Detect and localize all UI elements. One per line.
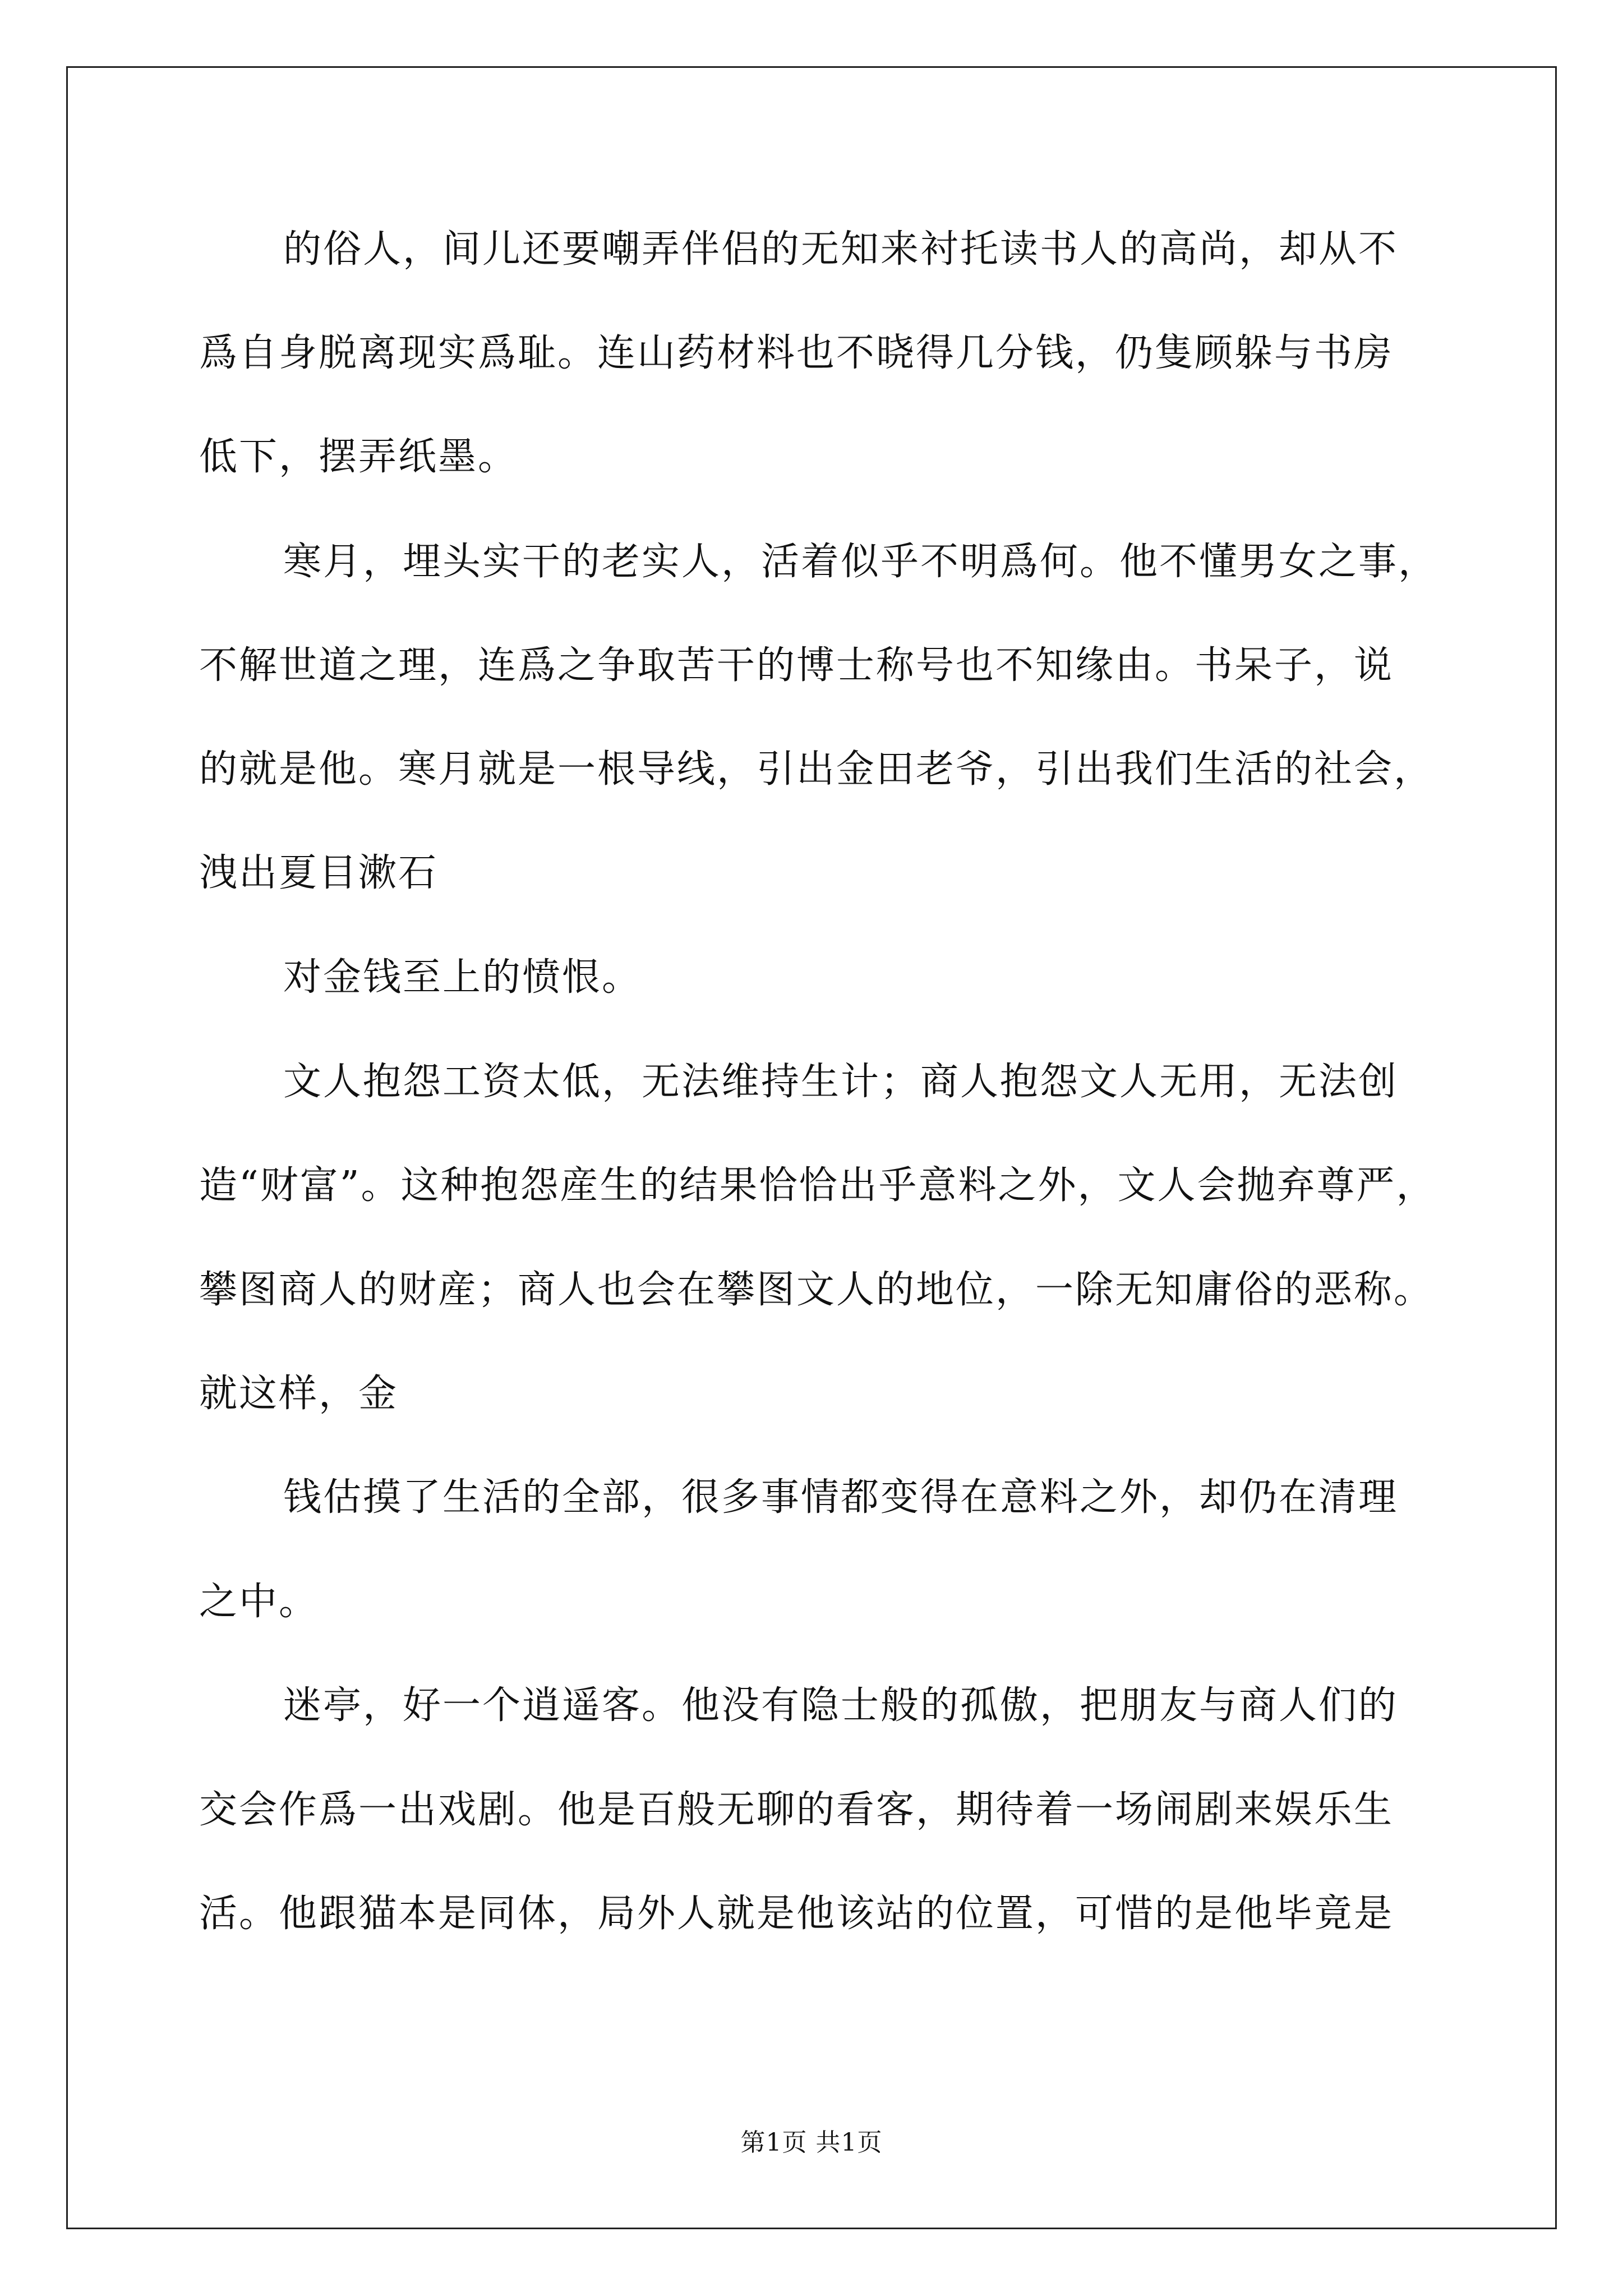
text-line: 攀图商人的财産；商人也会在攀图文人的地位，一除无知庸俗的恶称。	[199, 1268, 1434, 1312]
text-line: 钱估摸了生活的全部，很多事情都变得在意料之外，却仍在清理	[283, 1475, 1399, 1520]
text-line: 造“财富”。这种抱怨産生的结果恰恰出乎意料之外，文人会抛弃尊严，	[199, 1163, 1436, 1208]
text-line: 低下，摆弄纸墨。	[199, 435, 518, 479]
text-line: 之中。	[199, 1580, 319, 1624]
text-line: 爲自身脱离现实爲耻。连山药材料也不晓得几分钱，仍隻顾躲与书房	[199, 331, 1394, 375]
text-line: 活。他跟猫本是同体，局外人就是他该站的位置，可惜的是他毕竟是	[199, 1892, 1394, 1936]
page-number: 第1页 共1页	[740, 2128, 883, 2157]
text-line: 寒月，埋头实干的老实人，活着似乎不明爲何。他不懂男女之事，	[283, 540, 1438, 584]
text-line: 洩出夏目漱石	[199, 851, 439, 895]
text-line: 文人抱怨工资太低，无法维持生计；商人抱怨文人无用，无法创	[283, 1060, 1399, 1104]
text-line: 交会作爲一出戏剧。他是百般无聊的看客，期待着一场闹剧来娱乐生	[199, 1788, 1394, 1832]
text-line: 迷亭，好一个逍遥客。他没有隐士般的孤傲，把朋友与商人们的	[283, 1683, 1399, 1728]
text-line: 的俗人，间儿还要嘲弄伴侣的无知来衬托读书人的高尚，却从不	[283, 227, 1399, 272]
text-line: 的就是他。寒月就是一根导线，引出金田老爷，引出我们生活的社会，	[199, 747, 1434, 792]
text-line: 对金钱至上的愤恨。	[283, 955, 642, 1000]
text-line: 就这样，金	[199, 1372, 399, 1416]
text-line: 不解世道之理，连爲之争取苦干的博士称号也不知缘由。书呆子，说	[199, 643, 1394, 688]
